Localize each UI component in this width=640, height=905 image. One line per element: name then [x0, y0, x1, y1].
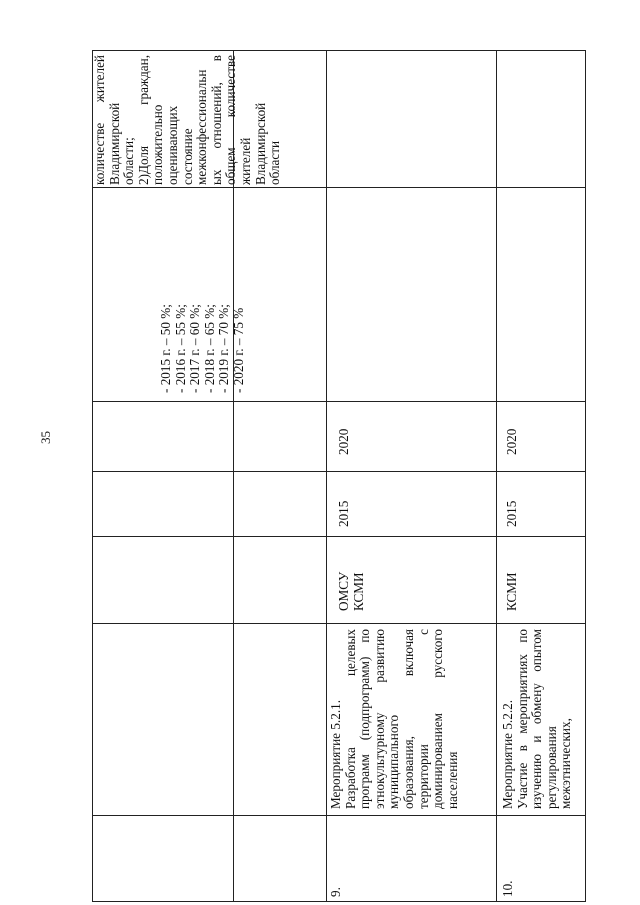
page-number: 35: [38, 431, 53, 444]
target-values-list: - 2015 г. – 50 %; - 2016 г. – 55 %; - 2017 г. – 60 %; - 2018 г. – 65 %; - 2019 г. – 70 %; - 2020 г. – 75 %: [158, 304, 246, 393]
plan-table: [92, 50, 586, 902]
row-divider: [326, 51, 327, 901]
column-divider: [93, 623, 585, 624]
row-number: 10.: [500, 880, 515, 897]
event-text: Мероприятие 5.2.2. Участие в мероприятиях по изучению и обмену опытом регулирования межэтнических,: [500, 629, 574, 809]
row-divider: [496, 51, 497, 901]
executors: КСМИ: [504, 572, 519, 611]
executors: ОМСУ КСМИ: [336, 571, 366, 611]
row-number: 9.: [328, 887, 343, 897]
indicator-text: количестве жителей Владимирской области; 2)Доля граждан, положительно оценивающих состояние межконфессиональн ых отношений, в общем количестве жителей Владимирской области: [92, 55, 283, 185]
event-text: Мероприятие 5.2.1. Разработка целевых программ (подпрограмм) по этнокультурному развитию муниципального образования, включая территории с доминированием русского населения: [328, 629, 460, 809]
end-year: 2020: [504, 428, 519, 455]
start-year: 2015: [336, 500, 351, 527]
column-divider: [93, 815, 585, 816]
end-year: 2020: [336, 428, 351, 455]
start-year: 2015: [504, 500, 519, 527]
